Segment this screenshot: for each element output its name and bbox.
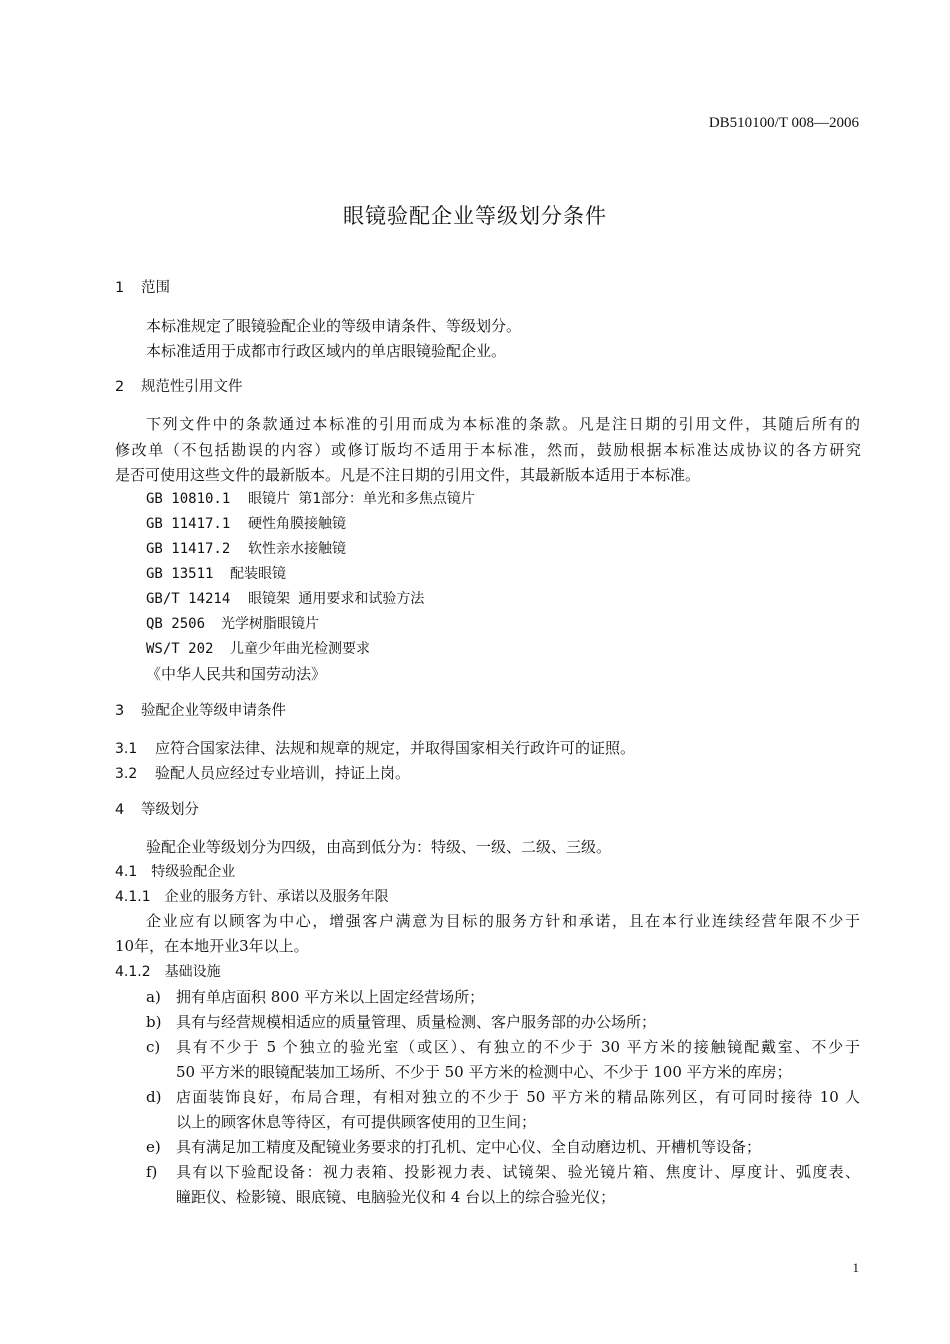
reference-code: GB 11417.2 [146, 541, 231, 557]
subsection-4-1-heading [115, 862, 235, 882]
list-item-e [146, 1137, 761, 1157]
reference-code: GB 13511 [146, 566, 214, 582]
list-text: 具有不少于 5 个独立的验光室（或区）、有独立的不少于 30 平方米的接触镜配戴室、不少于 [176, 1038, 860, 1056]
reference-item [146, 514, 346, 534]
clause-text: 应符合国家法律、法规和规章的规定，并取得国家相关行政许可的证照。 [155, 739, 636, 757]
paragraph: 本标准规定了眼镜验配企业的等级申请条件、等级划分。 [146, 317, 522, 335]
document-code: DB510100/T 008—2006 [708, 115, 859, 131]
list-item-f [146, 1162, 860, 1182]
section-title: 规范性引用文件 [141, 379, 243, 395]
reference-item [146, 564, 286, 584]
reference-item [146, 614, 319, 634]
reference-code: GB/T 14214 [146, 591, 231, 607]
section-4-heading [115, 800, 199, 820]
subsection-title: 特级验配企业 [151, 864, 236, 880]
list-text: 具有与经营规模相适应的质量管理、质量检测、客户服务部的办公场所； [176, 1013, 657, 1031]
clause-3-2 [115, 763, 410, 784]
reference-name: 硬性角膜接触镜 [248, 516, 346, 532]
list-label: a) [146, 988, 161, 1006]
section-number: 3 [115, 703, 125, 719]
clause-number: 3.1 [115, 741, 138, 757]
list-text: 具有以下验配设备：视力表箱、投影视力表、试镜架、验光镜片箱、焦度计、厚度计、弧度表、 [176, 1163, 860, 1181]
subsection-4-1-1-heading [115, 887, 389, 907]
clause-number: 3.2 [115, 766, 138, 782]
list-text-continuation: 以上的顾客休息等待区，有可提供顾客使用的卫生间； [176, 1113, 537, 1131]
list-text: 具有满足加工精度及配镜业务要求的打孔机、定中心仪、全自动磨边机、开槽机等设备； [176, 1138, 762, 1156]
reference-name: 配装眼镜 [230, 566, 286, 582]
section-title: 范围 [141, 280, 170, 296]
reference-item [146, 539, 346, 559]
subsection-number: 4.1.1 [115, 889, 151, 905]
list-text-continuation: 瞳距仪、检影镜、眼底镜、电脑验光仪和 4 台以上的综合验光仪； [176, 1188, 616, 1206]
reference-item [146, 589, 424, 609]
section-3-heading [115, 701, 286, 721]
reference-item [146, 639, 370, 659]
reference-name: 光学树脂眼镜片 [221, 616, 319, 632]
list-item-d [146, 1087, 860, 1107]
subsection-number: 4.1.2 [115, 964, 151, 980]
clause-3-1 [115, 738, 635, 759]
reference-code: QB 2506 [146, 616, 206, 632]
list-text: 店面装饰良好，布局合理，有相对独立的不少于 50 平方米的精品陈列区，有可同时接待 10 人 [176, 1088, 860, 1106]
section-1-heading [115, 278, 170, 298]
list-item-b [146, 1012, 656, 1032]
page-title: 眼镜验配企业等级划分条件 [343, 204, 607, 228]
list-label: d) [146, 1088, 162, 1106]
reference-item [146, 489, 475, 509]
reference-code: GB 10810.1 [146, 491, 231, 507]
list-label: e) [146, 1138, 161, 1156]
subsection-number: 4.1 [115, 864, 138, 880]
subsection-title: 企业的服务方针、承诺以及服务年限 [164, 889, 389, 905]
page-number: 1 [852, 1260, 859, 1275]
section-title: 等级划分 [141, 802, 199, 818]
paragraph-line: 修改单（不包括勘误的内容）或修订版均不适用于本标准，然而，鼓励根据本标准达成协议的各方研究 [115, 441, 861, 459]
list-label: c) [146, 1038, 161, 1056]
reference-code: GB 11417.1 [146, 516, 231, 532]
paragraph-line: 是否可使用这些文件的最新版本。凡是不注日期的引用文件，其最新版本适用于本标准。 [115, 466, 701, 484]
paragraph: 本标准适用于成都市行政区域内的单店眼镜验配企业。 [146, 342, 507, 360]
paragraph-line: 下列文件中的条款通过本标准的引用而成为本标准的条款。凡是注日期的引用文件，其随后所有的 [146, 415, 860, 433]
list-label: f) [146, 1163, 158, 1181]
list-item-a [146, 987, 484, 1007]
reference-code: WS/T 202 [146, 641, 214, 657]
reference-law: 《中华人民共和国劳动法》 [146, 665, 327, 683]
list-item-c [146, 1037, 860, 1057]
list-label: b) [146, 1013, 162, 1031]
clause-text: 验配人员应经过专业培训，持证上岗。 [155, 764, 411, 782]
paragraph-line: 企业应有以顾客为中心，增强客户满意为目标的服务方针和承诺，且在本行业连续经营年限不少于 [146, 912, 860, 930]
paragraph: 验配企业等级划分为四级，由高到低分为：特级、一级、二级、三级。 [146, 838, 612, 856]
subsection-title: 基础设施 [164, 964, 221, 980]
section-number: 2 [115, 379, 125, 395]
section-number: 1 [115, 280, 125, 296]
section-number: 4 [115, 802, 125, 818]
reference-name: 眼镜架 通用要求和试验方法 [248, 591, 425, 607]
reference-name: 眼镜片 第1部分：单光和多焦点镜片 [248, 491, 475, 507]
paragraph-line: 10年，在本地开业3年以上。 [115, 937, 309, 955]
list-text: 拥有单店面积 800 平方米以上固定经营场所； [176, 988, 485, 1006]
section-2-heading [115, 377, 243, 397]
section-title: 验配企业等级申请条件 [141, 703, 286, 719]
list-text-continuation: 50 平方米的眼镜配装加工场所、不少于 50 平方米的检测中心、不少于 100 平方米的库房； [176, 1063, 792, 1081]
subsection-4-1-2-heading [115, 962, 221, 982]
reference-name: 软性亲水接触镜 [248, 541, 346, 557]
reference-name: 儿童少年曲光检测要求 [230, 641, 370, 657]
